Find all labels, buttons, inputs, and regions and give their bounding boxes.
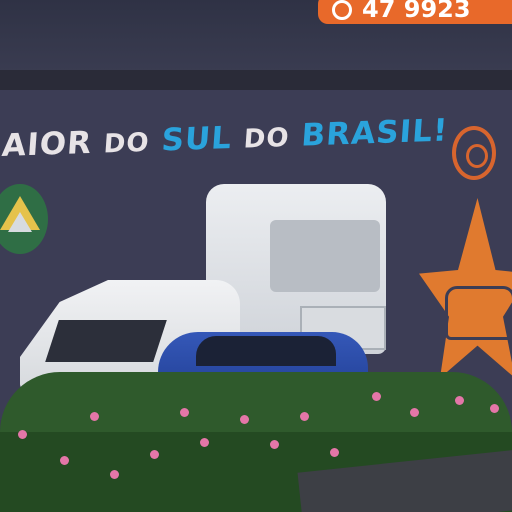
flower: [410, 408, 419, 417]
car-outline-graphic: [445, 286, 512, 340]
flower: [372, 392, 381, 401]
roof-edge: [0, 70, 512, 92]
flower: [240, 415, 249, 424]
truck-windshield: [270, 220, 380, 292]
flower: [200, 438, 209, 447]
flower: [270, 440, 279, 449]
blue-car-windshield: [196, 336, 336, 366]
van-windshield: [45, 320, 167, 362]
headline-word: DO: [242, 122, 291, 155]
whatsapp-icon: [332, 0, 352, 20]
flower: [90, 412, 99, 421]
flower: [110, 470, 119, 479]
flower: [300, 412, 309, 421]
flower: [455, 396, 464, 405]
brand-emblem-logo: [452, 126, 496, 180]
flower: [330, 448, 339, 457]
phone-sign: [318, 0, 512, 24]
phone-number: 47 9923: [362, 0, 471, 23]
headline-word: BRASIL!: [300, 112, 450, 154]
headline-word: SUL: [160, 120, 234, 159]
flower: [150, 450, 159, 459]
flower: [490, 404, 499, 413]
flower: [180, 408, 189, 417]
headline-word: AIOR: [0, 124, 94, 164]
flower: [18, 430, 27, 439]
headline-word: DO: [102, 127, 151, 160]
flower: [60, 456, 69, 465]
